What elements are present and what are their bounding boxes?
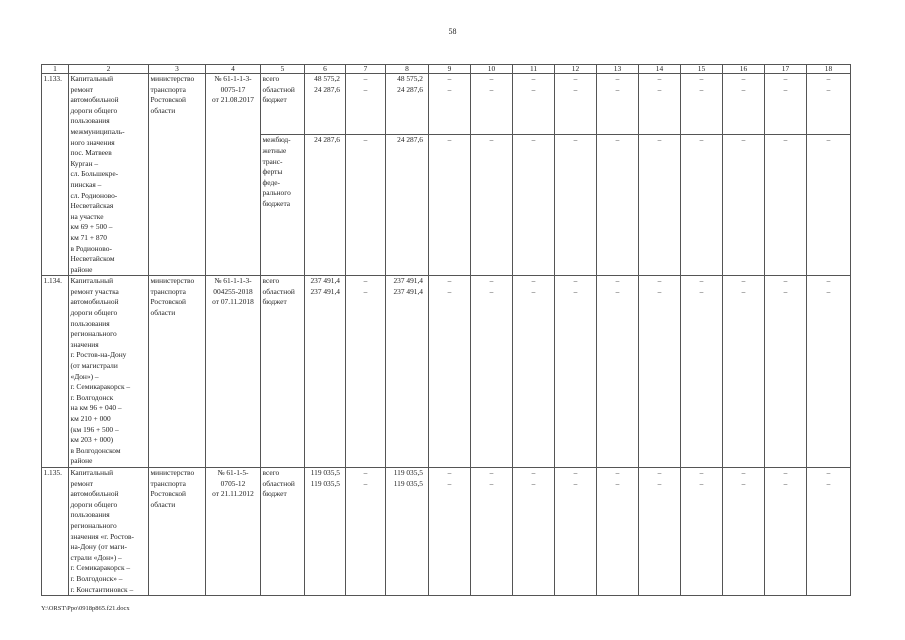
customer: министерство транспорта Ростовской области: [149, 74, 206, 276]
document-ref: № 61-1-1-3- 0075-17 от 21.08.2017: [206, 74, 261, 276]
funding-source: всего областной бюджет: [261, 467, 305, 595]
amount-col13: – –: [597, 74, 639, 135]
column-header: 2: [69, 65, 149, 74]
column-header: 9: [429, 65, 471, 74]
funding-source: всего областной бюджет: [261, 74, 305, 135]
object-name: Капитальный ремонт автомобильной дороги общего пользования межмуниципаль- ного значения пос. Матвеев Курган – сл. Большекре- пинская – сл. Родионово- Несветайская на участке км 69 + 500 – км 71 + 870 в Родионово- Несветайском районе: [69, 74, 149, 276]
amount-col18: – –: [807, 467, 851, 595]
amount-col15: – –: [681, 467, 723, 595]
customer: министерство транспорта Ростовской области: [149, 276, 206, 468]
row-number: 1.135.: [42, 467, 69, 595]
amount-col18: –: [807, 135, 851, 276]
amount-col14: – –: [639, 74, 681, 135]
amount-col15: – –: [681, 276, 723, 468]
amount-col17: – –: [765, 467, 807, 595]
column-header: 12: [555, 65, 597, 74]
object-name: Капитальный ремонт участка автомобильной дороги общего пользования регионального значения г. Ростов-на-Дону (от магистрали «Дон») – г. Семикаракорск – г. Волгодонск на км 96 + 040 – км 210 + 000 (км 196 + 500 – км 203 + 000) в Волгодонском районе: [69, 276, 149, 468]
amount-col6: 24 287,6: [305, 135, 346, 276]
amount-col10: – –: [471, 74, 513, 135]
amount-col11: – –: [513, 276, 555, 468]
column-header: 14: [639, 65, 681, 74]
amount-col8: 24 287,6: [386, 135, 429, 276]
amount-col14: – –: [639, 276, 681, 468]
amount-col9: – –: [429, 74, 471, 135]
amount-col11: – –: [513, 467, 555, 595]
funding-source: всего областной бюджет: [261, 276, 305, 468]
column-header: 7: [346, 65, 386, 74]
amount-col8: 237 491,4 237 491,4: [386, 276, 429, 468]
column-header: 15: [681, 65, 723, 74]
column-header: 17: [765, 65, 807, 74]
column-header: 16: [723, 65, 765, 74]
row-number: 1.134.: [42, 276, 69, 468]
amount-col8: 119 035,5 119 035,5: [386, 467, 429, 595]
column-header: 3: [149, 65, 206, 74]
amount-col16: – –: [723, 74, 765, 135]
amount-col17: –: [765, 135, 807, 276]
amount-col16: – –: [723, 467, 765, 595]
amount-col16: –: [723, 135, 765, 276]
page-number: 58: [448, 27, 457, 36]
column-header: 5: [261, 65, 305, 74]
amount-col17: – –: [765, 74, 807, 135]
row-number: 1.133.: [42, 74, 69, 276]
table-row: [42, 467, 851, 595]
amount-col6: 119 035,5 119 035,5: [305, 467, 346, 595]
column-header: 13: [597, 65, 639, 74]
column-header: 6: [305, 65, 346, 74]
column-header: 8: [386, 65, 429, 74]
amount-col14: –: [639, 135, 681, 276]
document-ref: № 61-1-5- 0705-12 от 21.11.2012: [206, 467, 261, 595]
column-header: 1: [42, 65, 69, 74]
amount-col12: –: [555, 135, 597, 276]
amount-col13: – –: [597, 276, 639, 468]
amount-col10: – –: [471, 467, 513, 595]
column-header: 11: [513, 65, 555, 74]
amount-col16: – –: [723, 276, 765, 468]
header-row: [42, 65, 851, 74]
amount-col17: – –: [765, 276, 807, 468]
amount-col12: – –: [555, 74, 597, 135]
amount-col9: –: [429, 135, 471, 276]
amount-col8: 48 575,2 24 287,6: [386, 74, 429, 135]
amount-col11: – –: [513, 74, 555, 135]
amount-col18: – –: [807, 276, 851, 468]
amount-col9: – –: [429, 276, 471, 468]
amount-col13: –: [597, 135, 639, 276]
amount-col9: – –: [429, 467, 471, 595]
amount-col7: – –: [346, 74, 386, 135]
funding-source: межбюд- жетные транс- ферты феде- рального бюджета: [261, 135, 305, 276]
amount-col6: 48 575,2 24 287,6: [305, 74, 346, 135]
customer: министерство транспорта Ростовской области: [149, 467, 206, 595]
amount-col12: – –: [555, 467, 597, 595]
amount-col11: –: [513, 135, 555, 276]
file-path-footer: Y:\ORST\Ppo\0918p865.f21.docx: [41, 605, 130, 612]
document-ref: № 61-1-1-3- 004255-2018 от 07.11.2018: [206, 276, 261, 468]
object-name: Капитальный ремонт автомобильной дороги общего пользования регионального значения «г. Ростов- на-Дону (от маги- страли «Дон») – г. Семикаракорск – г. Волгодонск» – г. Константиновск –: [69, 467, 149, 595]
column-header: 4: [206, 65, 261, 74]
amount-col18: – –: [807, 74, 851, 135]
amount-col15: –: [681, 135, 723, 276]
amount-col12: – –: [555, 276, 597, 468]
table-row: [42, 74, 851, 135]
amount-col7: –: [346, 135, 386, 276]
amount-col10: – –: [471, 276, 513, 468]
amount-col15: – –: [681, 74, 723, 135]
amount-col7: – –: [346, 276, 386, 468]
amount-col10: –: [471, 135, 513, 276]
table-row: [42, 276, 851, 468]
column-header: 18: [807, 65, 851, 74]
amount-col7: – –: [346, 467, 386, 595]
budget-table: [41, 64, 851, 596]
amount-col13: – –: [597, 467, 639, 595]
column-header: 10: [471, 65, 513, 74]
amount-col14: – –: [639, 467, 681, 595]
amount-col6: 237 491,4 237 491,4: [305, 276, 346, 468]
